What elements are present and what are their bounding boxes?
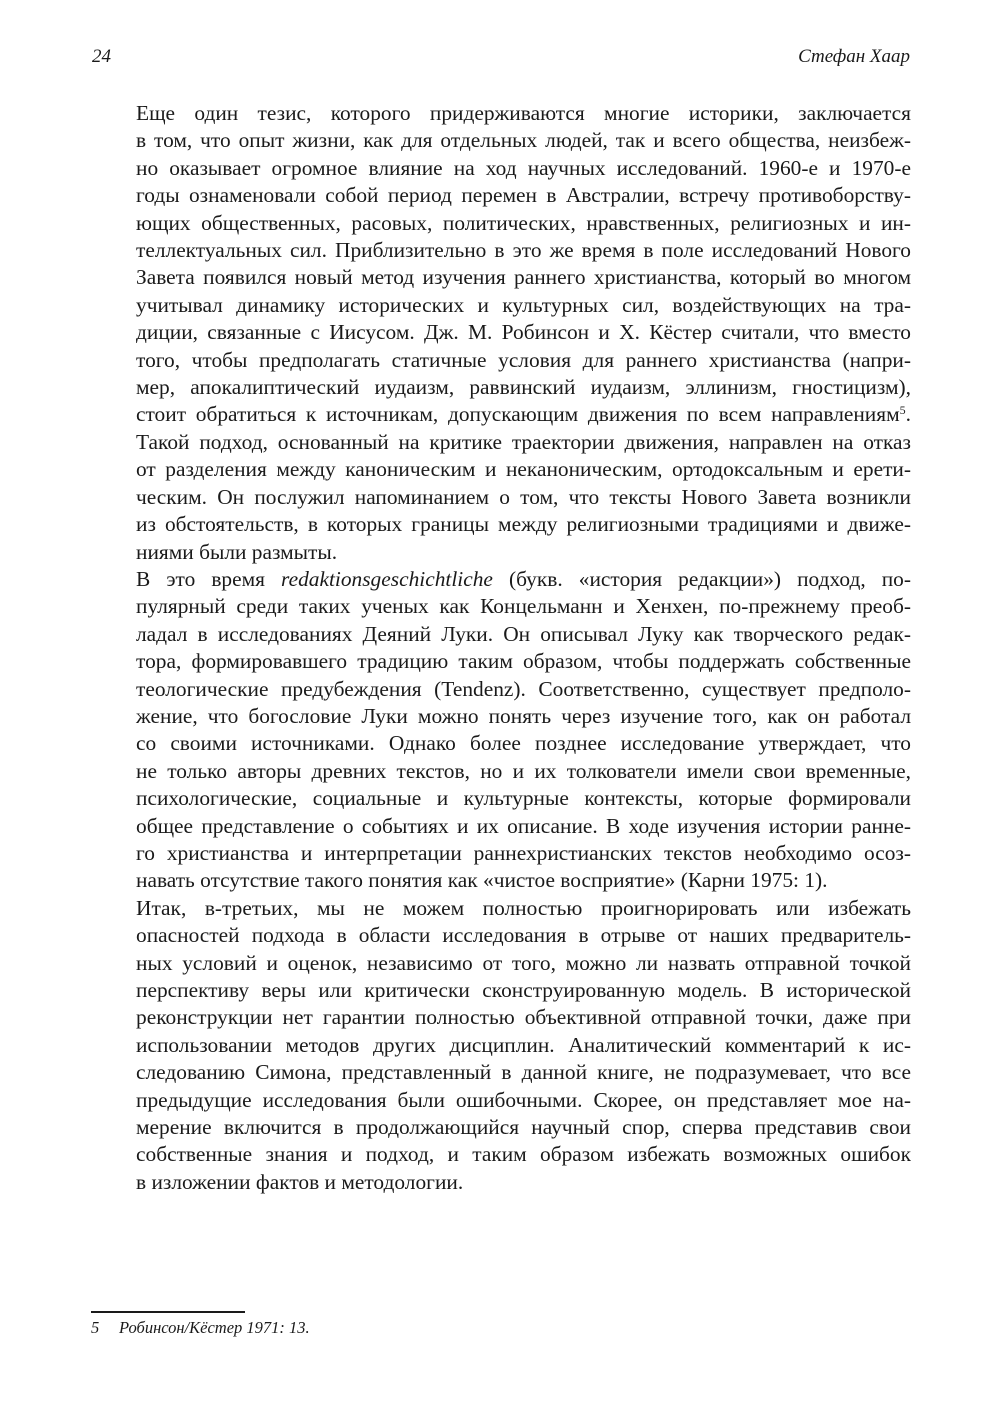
text-line: жение, что богословие Луки можно понять через изучение того, как он работал — [136, 703, 911, 728]
punctuation: . — [905, 402, 911, 427]
italic-term: redaktionsgeschichtliche — [281, 566, 493, 591]
text-line: мер, апокалиптический иудаизм, раввинский иудаизм, эллинизм, гностицизм), — [136, 375, 911, 400]
footnote — [91, 1318, 310, 1338]
text-line: ных условий и оценок, независимо от того, можно ли назвать отправной точкой — [136, 950, 911, 975]
paragraph-1 — [91, 100, 911, 566]
text-line: Еще один тезис, которого придерживаются многие историки, заключается — [136, 101, 911, 125]
text-line: перспективу веры или критически сконструированную модель. В исторической — [136, 978, 911, 1002]
text-line-with-footnote — [91, 401, 911, 428]
text-line: мерение включится в продолжающийся научный спор, сперва представив свои — [136, 1115, 911, 1140]
text-line: из обстоятельств, в которых границы между религиозными традициями и движе- — [136, 512, 911, 537]
text-line: Такой подход, основанный на критике траектории движения, направлен на отказ — [136, 429, 911, 454]
text-line: того, чтобы предполагать статичные условия для раннего христианства (напри- — [136, 347, 911, 372]
text-line: стоит обратиться к источникам, допускающим движения по всем направлениям — [136, 402, 900, 427]
footnote-divider — [91, 1311, 245, 1313]
text-line: учитывал динамику исторических и культурных сил, воздействующих на тра- — [136, 292, 911, 317]
text-line: общее представление о событиях и их описание. В ходе изучения истории ранне- — [136, 813, 911, 838]
text-line: использовании методов других дисциплин. Аналитический комментарий к ис- — [136, 1032, 911, 1057]
text-line: ющих общественных, расовых, политических, нравственных, религиозных и ин- — [136, 210, 911, 235]
text-line: не только авторы древних текстов, но и их толкователи имели свои временные, — [136, 758, 911, 783]
text-line: но оказывает огромное влияние на ход научных исследований. 1960-е и 1970-е — [136, 155, 911, 180]
text-line: тора, формировавшего традицию таким образом, чтобы поддержать собственные — [136, 649, 911, 674]
text-line: собственные знания и подход, и таким образом избежать возможных ошибок — [136, 1142, 911, 1167]
text-line: опасностей подхода в области исследования в отрыве от наших предваритель- — [136, 923, 911, 948]
text-line: теллектуальных сил. Приблизительно в это же время в поле исследований Нового — [136, 238, 911, 263]
footnote-ref[interactable]: 5 — [899, 403, 906, 418]
text-segment: (букв. «история редакции») подход, по- — [508, 566, 911, 591]
text-line: пулярный среди таких ученых как Концельманн и Хенхен, по-прежнему преоб- — [136, 594, 911, 619]
text-line: в том, что опыт жизни, как для отдельных людей, так и всего общества, неизбеж- — [136, 128, 911, 153]
footnote-text: Робинсон/Кёстер 1971: 13. — [119, 1318, 310, 1337]
page-header — [92, 46, 910, 76]
running-head: Стефан Хаар — [798, 46, 910, 67]
text-line: психологические, социальные и культурные контексты, которые формировали — [136, 786, 911, 811]
paragraph-3 — [91, 895, 911, 1196]
text-line: навать отсутствие такого понятия как «чистое восприятие» (Карни 1975: 1). — [136, 868, 828, 893]
body-text — [91, 100, 911, 1196]
text-line-with-italic — [91, 566, 911, 593]
text-line: предыдущие исследования были ошибочными. Скорее, он представляет мое на- — [136, 1087, 911, 1112]
text-line: годы ознаменовали собой период перемен в Австралии, встречу противоборству- — [136, 183, 911, 208]
text-line: Итак, в-третьих, мы не можем полностью проигнорировать или избежать — [136, 895, 911, 920]
text-segment: В это время — [136, 566, 265, 591]
text-line: го христианства и интерпретации раннехристианских текстов необходимо осоз- — [136, 840, 911, 865]
text-line: теологические предубеждения (Tendenz). Соответственно, существует предполо- — [136, 676, 911, 701]
text-line: ческим. Он послужил напоминанием о том, что тексты Нового Завета возникли — [136, 484, 911, 509]
text-line: ниями были размыты. — [136, 539, 338, 564]
text-line: от разделения между каноническим и неканоническим, ортодоксальным и ерети- — [136, 457, 911, 482]
text-line: диции, связанные с Иисусом. Дж. М. Робинсон и Х. Кёстер считали, что вместо — [136, 320, 911, 345]
page-number: 24 — [92, 46, 111, 67]
text-line: Завета появился новый метод изучения раннего христианства, который во многом — [136, 265, 911, 290]
text-line: в изложении фактов и методологии. — [136, 1169, 464, 1194]
footnote-number: 5 — [91, 1318, 100, 1337]
paragraph-2 — [91, 566, 911, 895]
text-line: ладал в исследованиях Деяний Луки. Он описывал Луку как творческого редак- — [136, 621, 911, 646]
text-line: со своими источниками. Однако более позднее исследование утверждает, что — [136, 731, 911, 756]
text-line: реконструкции нет гарантии полностью объективной отправной точки, даже при — [136, 1005, 911, 1030]
text-line: следованию Симона, представленный в данной книге, не подразумевает, что все — [136, 1060, 911, 1085]
